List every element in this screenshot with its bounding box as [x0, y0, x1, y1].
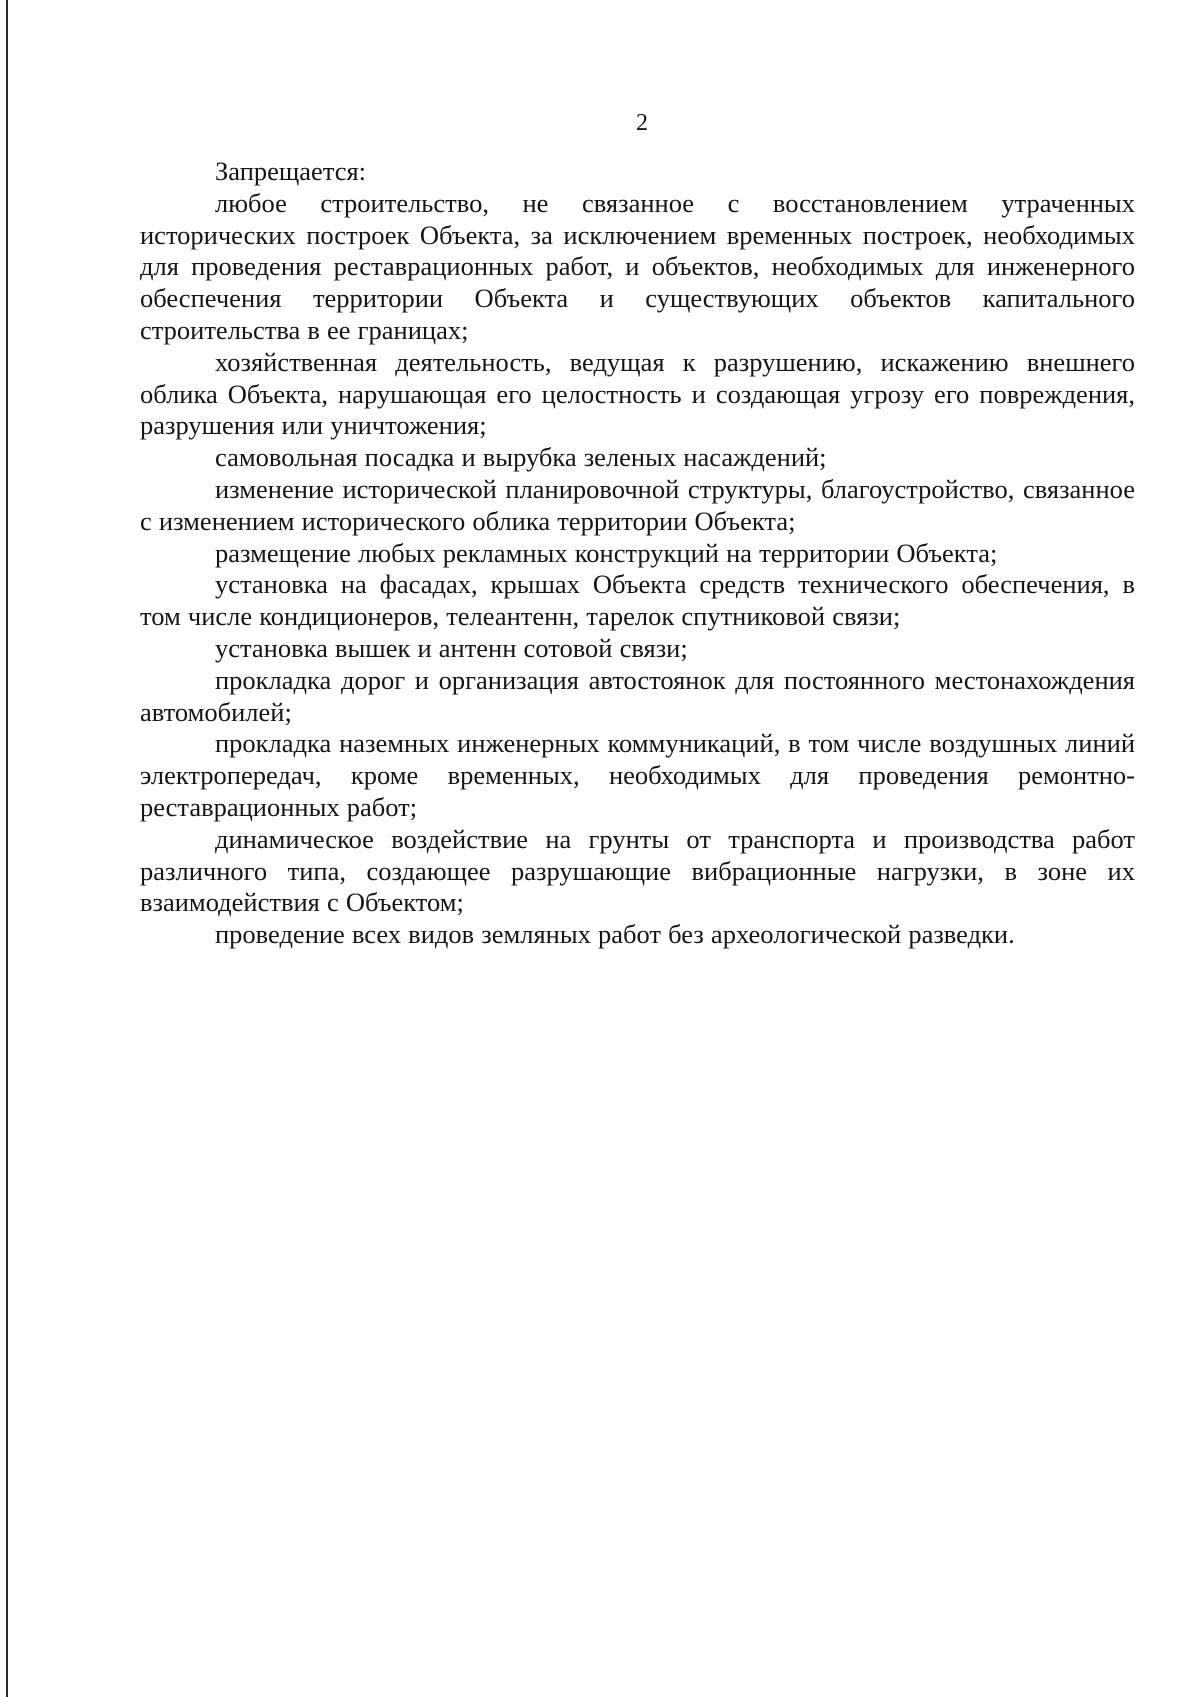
prohibition-item-3: самовольная посадка и вырубка зеленых насаждений; [215, 442, 827, 473]
prohibition-item-7: установка вышек и антенн сотовой связи; [215, 632, 688, 663]
prohibition-item-1: любое строительство, не связанное с восстановлением утраченных исторических построек Объекта, за исключением временных построек, необходимых для проведения реставрационных работ, и объектов, необходимых для инженерного обеспечения территории Объекта и существующих объектов капитального строительства в ее границах; [140, 187, 1135, 345]
prohibition-item-11: проведение всех видов земляных работ без археологической разведки. [215, 919, 1015, 950]
section-heading: Запрещается: [215, 156, 367, 186]
prohibition-item-10: динамическое воздействие на грунты от транспорта и производства работ различного типа, создающее разрушающие вибрационные нагрузки, в зоне их взаимодействия с Объектом; [140, 823, 1135, 918]
document-body [140, 156, 1135, 951]
prohibition-item-8: прокладка дорог и организация автостоянок для постоянного местонахождения автомобилей; [140, 664, 1135, 727]
prohibition-item-2: хозяйственная деятельность, ведущая к разрушению, искажению внешнего облика Объекта, нарушающая его целостность и создающая угрозу его повреждения, разрушения или уничтожения; [140, 346, 1135, 441]
prohibition-item-5: размещение любых рекламных конструкций на территории Объекта; [215, 537, 998, 568]
page-number: 2 [636, 110, 648, 136]
prohibition-item-9: прокладка наземных инженерных коммуникаций, в том числе воздушных линий электропередач, кроме временных, необходимых для проведения ремонтно-реставрационных работ; [140, 728, 1135, 822]
scan-edge-line [6, 0, 8, 1697]
prohibition-item-4: изменение исторической планировочной структуры, благоустройство, связанное с изменением исторического облика территории Объекта; [140, 473, 1135, 536]
prohibition-item-6: установка на фасадах, крышах Объекта средств технического обеспечения, в том числе кондиционеров, телеантенн, тарелок спутниковой связи; [140, 569, 1135, 632]
